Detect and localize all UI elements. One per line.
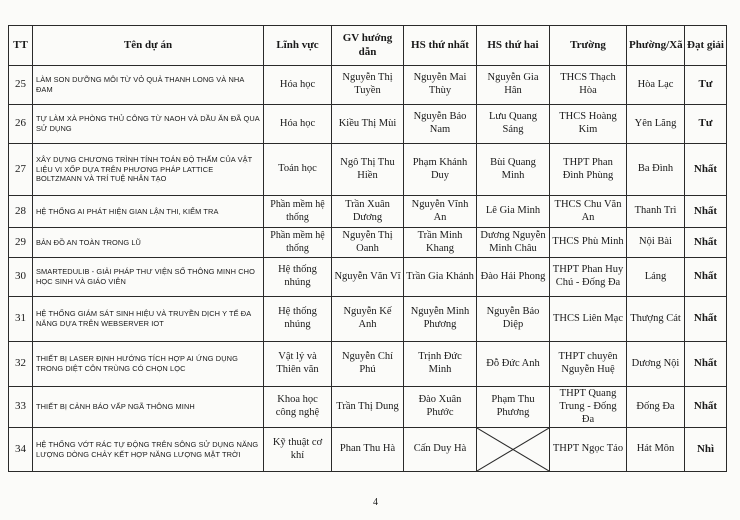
ward: Dương Nội — [627, 342, 685, 387]
student-1: Nguyễn Mai Thùy — [404, 66, 477, 105]
award: Tư — [685, 105, 727, 144]
student-1: Trần Gia Khánh — [404, 258, 477, 297]
school: THCS Chu Văn An — [550, 196, 627, 228]
table-row — [9, 258, 727, 297]
ward: Đống Đa — [627, 387, 685, 428]
field: Vật lý và Thiên văn — [264, 342, 332, 387]
header-project: Tên dự án — [33, 26, 264, 66]
row-number: 32 — [9, 342, 33, 387]
field: Phần mềm hệ thống — [264, 196, 332, 228]
award: Nhất — [685, 144, 727, 196]
student-1: Nguyễn Vĩnh An — [404, 196, 477, 228]
award: Tư — [685, 66, 727, 105]
empty-crossed-cell — [477, 428, 550, 472]
student-2: Lưu Quang Sáng — [477, 105, 550, 144]
table-row — [9, 428, 727, 472]
table-row — [9, 66, 727, 105]
project-name: TỰ LÀM XÀ PHÒNG THỦ CÔNG TỪ NAOH VÀ DẦU ĂN ĐÃ QUA SỬ DỤNG — [33, 105, 264, 144]
student-1: Cấn Duy Hà — [404, 428, 477, 472]
award: Nhất — [685, 297, 727, 342]
school: THPT Quang Trung - Đống Đa — [550, 387, 627, 428]
student-2: Nguyễn Gia Hân — [477, 66, 550, 105]
header-teacher: GV hướng dẫn — [332, 26, 404, 66]
field: Toán học — [264, 144, 332, 196]
table-row — [9, 342, 727, 387]
student-2: Dương Nguyễn Minh Châu — [477, 228, 550, 258]
school: THPT Phan Huy Chú - Đống Đa — [550, 258, 627, 297]
table-row — [9, 387, 727, 428]
field: Hóa học — [264, 105, 332, 144]
teacher: Nguyễn Thị Oanh — [332, 228, 404, 258]
field: Phần mềm hệ thống — [264, 228, 332, 258]
table-header-row — [9, 26, 727, 66]
award: Nhất — [685, 228, 727, 258]
award: Nhất — [685, 342, 727, 387]
student-1: Nguyễn Minh Phương — [404, 297, 477, 342]
student-1: Đào Xuân Phước — [404, 387, 477, 428]
header-student2: HS thứ hai — [477, 26, 550, 66]
header-award: Đạt giải — [685, 26, 727, 66]
row-number: 33 — [9, 387, 33, 428]
row-number: 34 — [9, 428, 33, 472]
teacher: Nguyễn Văn Vĩ — [332, 258, 404, 297]
school: THCS Hoàng Kim — [550, 105, 627, 144]
project-name: LÀM SON DƯỠNG MÔI TỪ VỎ QUẢ THANH LONG VÀ NHA ĐAM — [33, 66, 264, 105]
teacher: Nguyễn Chí Phú — [332, 342, 404, 387]
cross-out-mark — [477, 428, 549, 471]
header-student1: HS thứ nhất — [404, 26, 477, 66]
row-number: 30 — [9, 258, 33, 297]
student-2: Đỗ Đức Anh — [477, 342, 550, 387]
project-name: THIẾT BỊ LASER ĐỊNH HƯỚNG TÍCH HỢP AI ỨNG DỤNG TRONG DIỆT CÔN TRÙNG CÓ CHỌN LỌC — [33, 342, 264, 387]
school: THCS Thạch Hòa — [550, 66, 627, 105]
school: THCS Liên Mạc — [550, 297, 627, 342]
field: Kỹ thuật cơ khí — [264, 428, 332, 472]
teacher: Nguyễn Kế Anh — [332, 297, 404, 342]
table-row — [9, 144, 727, 196]
student-2: Nguyễn Bảo Diệp — [477, 297, 550, 342]
teacher: Kiều Thị Mùi — [332, 105, 404, 144]
project-name: XÂY DỰNG CHƯƠNG TRÌNH TÍNH TOÁN ĐỘ THẤM CỦA VẬT LIỆU VI XỐP DỰA TRÊN PHƯƠNG PHÁP LATTICE BOLTZMANN VÀ TRÍ TUỆ NHÂN TẠO — [33, 144, 264, 196]
field: Hệ thống nhúng — [264, 297, 332, 342]
row-number: 26 — [9, 105, 33, 144]
page-number: 4 — [373, 497, 378, 508]
project-name: THIẾT BỊ CẢNH BÁO VẤP NGÃ THÔNG MINH — [33, 387, 264, 428]
student-1: Trần Minh Khang — [404, 228, 477, 258]
ward: Láng — [627, 258, 685, 297]
ward: Thanh Trì — [627, 196, 685, 228]
project-name: HỆ THỐNG AI PHÁT HIỆN GIAN LẬN THI, KIỂM TRA — [33, 196, 264, 228]
project-name: HỆ THỐNG VỚT RÁC TỰ ĐỘNG TRÊN SÔNG SỬ DỤNG NĂNG LƯỢNG DÒNG CHẢY KẾT HỢP NĂNG LƯỢNG MẶT TRỜI — [33, 428, 264, 472]
teacher: Trần Thị Dung — [332, 387, 404, 428]
teacher: Trần Xuân Dương — [332, 196, 404, 228]
teacher: Nguyễn Thị Tuyền — [332, 66, 404, 105]
teacher: Phan Thu Hà — [332, 428, 404, 472]
student-2: Bùi Quang Minh — [477, 144, 550, 196]
school: THPT Ngọc Tảo — [550, 428, 627, 472]
award: Nhất — [685, 196, 727, 228]
header-field: Lĩnh vực — [264, 26, 332, 66]
student-1: Nguyễn Bảo Nam — [404, 105, 477, 144]
student-1: Phạm Khánh Duy — [404, 144, 477, 196]
project-name: SMARTEDULIB - GIẢI PHÁP THƯ VIỆN SỐ THÔNG MINH CHO HỌC SINH VÀ GIÁO VIÊN — [33, 258, 264, 297]
row-number: 27 — [9, 144, 33, 196]
school: THCS Phù Minh — [550, 228, 627, 258]
row-number: 25 — [9, 66, 33, 105]
field: Khoa học công nghệ — [264, 387, 332, 428]
student-2: Đào Hải Phong — [477, 258, 550, 297]
award: Nhì — [685, 428, 727, 472]
header-tt: TT — [9, 26, 33, 66]
award: Nhất — [685, 387, 727, 428]
project-name: HỆ THỐNG GIÁM SÁT SINH HIỆU VÀ TRUYỀN DỊCH Y TẾ ĐA NĂNG DỰA TRÊN WEBSERVER IOT — [33, 297, 264, 342]
header-ward: Phường/Xã — [627, 26, 685, 66]
student-1: Trịnh Đức Minh — [404, 342, 477, 387]
row-number: 31 — [9, 297, 33, 342]
ward: Nội Bài — [627, 228, 685, 258]
row-number: 28 — [9, 196, 33, 228]
table-row — [9, 105, 727, 144]
teacher: Ngô Thị Thu Hiền — [332, 144, 404, 196]
ward: Hát Môn — [627, 428, 685, 472]
header-school: Trường — [550, 26, 627, 66]
field: Hóa học — [264, 66, 332, 105]
student-2: Phạm Thu Phương — [477, 387, 550, 428]
table-row — [9, 228, 727, 258]
table-row — [9, 297, 727, 342]
school: THPT Phan Đình Phùng — [550, 144, 627, 196]
field: Hệ thống nhúng — [264, 258, 332, 297]
row-number: 29 — [9, 228, 33, 258]
school: THPT chuyên Nguyễn Huệ — [550, 342, 627, 387]
student-2: Lê Gia Minh — [477, 196, 550, 228]
awards-table — [8, 25, 727, 472]
ward: Thượng Cát — [627, 297, 685, 342]
ward: Yên Lãng — [627, 105, 685, 144]
project-name: BẢN ĐỒ AN TOÀN TRONG LŨ — [33, 228, 264, 258]
table-row — [9, 196, 727, 228]
award: Nhất — [685, 258, 727, 297]
ward: Ba Đình — [627, 144, 685, 196]
ward: Hòa Lạc — [627, 66, 685, 105]
